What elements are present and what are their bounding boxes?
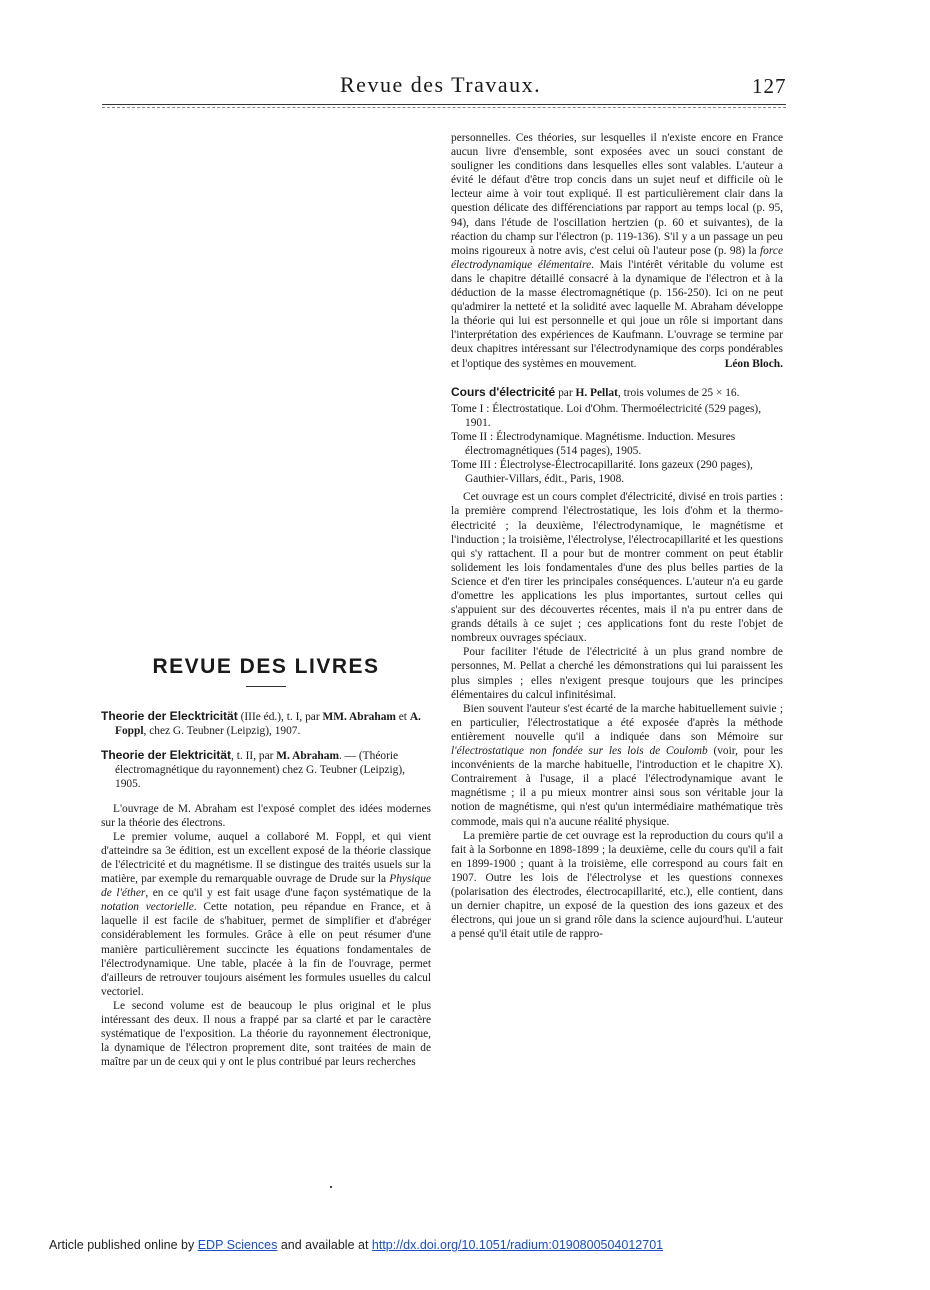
book-title: Theorie der Elecktricität — [101, 709, 238, 724]
tome-entry: Tome III : Électrolyse-Électrocapillarité. Ions gazeux (290 pages), Gauthier-Villars, édit., Paris, 1908. — [451, 459, 753, 486]
paragraph — [451, 702, 783, 829]
paragraph-text: . Mais l'intérêt véritable du volume est dans le chapitre détaillé consacré à la dynamique de l'électron et à la déduction de la masse électromagnétique (p. 156-250). Ici on ne peut qu'admirer la netteté et la solidité avec laquelle M. Abraham développe la théorie qui lui est personnelle et qui joue un rôle si important dans l'interprétation des expériences de Kaufmann. L'ouvrage se termine par deux chapitres intéressant sur l'électrodynamique des corps pondérables et l'optique des systèmes en mouvement. — [451, 258, 783, 370]
paragraph-text: (voir, pour les inconvénients de la marche habituelle, l'introduction et le chapitre X). Contrairement à l'usage, il a placé l'électrodynamique avant le magnétisme ; il a pu mieux montrer ainsi sous son véritable jour la notion de magnétisme, qui n'est qu'un intermédiaire mathématique très commode, mais qui n'a aucune réalité physique. — [451, 745, 783, 828]
paragraph-text: personnelles. Ces théories, sur lesquelles il n'existe encore en France aucun livre d'ensemble, sont exposées avec un souci constant de souligner les conditions dans lesquelles elles sont valables. L'auteur a évité le défaut d'être trop concis dans un sujet neuf et difficile où le lecteur aime à voir tout expliqué. Il est particulièrement clair dans la question délicate des différenciations par rapport au temps local (p. 95, 94), dans l'étude de l'oscillation hertzien (p. 60 et suivantes), de la réaction du champ sur l'électron (p. 119-136). S'il y a un passage un peu moins rigoureux à notre avis, c'est celui où l'auteur pose (p. 98) la — [451, 132, 783, 257]
footer-text: and available at — [277, 1238, 372, 1252]
left-column — [101, 655, 431, 1069]
italic-text: force électrodynamique élémentaire — [451, 244, 783, 271]
book-entry-pellat — [451, 385, 783, 400]
italic-text: l'électrostatique non fondée sur les lois de Coulomb — [451, 745, 708, 758]
tome-entry: Tome II : Électrodynamique. Magnétisme. Induction. Mesures électromagnétiques (514 pages), 1905. — [451, 430, 736, 458]
author-name: H. Pellat — [575, 386, 618, 399]
entry-text: , chez G. Teubner (Leipzig), 1907. — [143, 725, 301, 738]
book-title: Cours d'électricité — [451, 384, 556, 399]
paragraph-text: Bien souvent l'auteur s'est écarté de la marche habituellement suivie ; en particulier, l'électrostatique a été exposée d'après la méthode entièrement nouvelle qu'il a indiquée dans son Mémoire sur — [451, 702, 783, 743]
tome-entry: Tome I : Électrostatique. Loi d'Ohm. Thermoélectricité (529 pages), 1901. — [451, 402, 762, 429]
paragraph: Pour faciliter l'étude de l'électricité à un plus grand nombre de personnes, M. Pellat a cherché les démonstrations qui lui paraissent les plus simples ; elles n'exigent presque toujours que les principes élémentaires du calcul infinitésimal. — [451, 646, 783, 701]
entry-text: , trois volumes de 25 × 16. — [617, 386, 740, 399]
paragraph — [451, 131, 783, 371]
entry-text: et — [395, 711, 410, 724]
entry-text: par — [555, 386, 576, 399]
italic-text: Physique de l'éther — [101, 873, 431, 900]
doi-link[interactable]: http://dx.doi.org/10.1051/radium:0190800504012701 — [371, 1238, 664, 1252]
paragraph: La première partie de cet ouvrage est la reproduction du cours qu'il a fait à la Sorbonne en 1898-1899 ; la deuxième, celle du cours qu'il a fait en 1899-1900 ; quant à la troisième, elle correspond au cours fait en 1907. Outre les lois de l'électrolyse et les questions connexes (polarisation des électrodes, électrocapillarité, etc.), elle contient, dans un dernier chapitre, un exposé de la question des ions gazeux et des électrons, qui joue un si grand rôle dans la science aujourd'hui. L'auteur a pensé qu'il était utile de rappro- — [451, 829, 783, 941]
page-number: 127 — [752, 74, 787, 98]
right-column — [451, 131, 783, 941]
paragraph: L'ouvrage de M. Abraham est l'exposé complet des idées modernes sur la théorie des électrons. — [101, 802, 431, 829]
paragraph: Le second volume est de beaucoup le plus original et le plus intéressant des deux. Il nous a frappé par sa clarté et par le caractère systématique de l'exposition. La théorie du rayonnement électronique, la dynamique de l'électron proprement dite, sont traitées de main de maître par un de ceux qui y ont le plus contribué par leurs recherches — [101, 999, 431, 1069]
entry-text: , t. II, par — [231, 750, 277, 763]
running-head — [0, 72, 930, 112]
header-rule-dashed — [102, 107, 786, 108]
author-name: M. Abraham — [276, 750, 339, 763]
paragraph-text: Le premier volume, auquel a collaboré M. Foppl, et qui vient d'atteindre sa 3e édition, est un excellent exposé de la théorie classique de l'électricité et du magnétisme. Il se distingue des traités usuels sur la matière, par exemple du remarquable ouvrage de Drude sur la — [101, 830, 431, 886]
section-title: REVUE DES LIVRES — [152, 655, 380, 678]
publisher-link[interactable]: EDP Sciences — [197, 1238, 278, 1252]
review-signature: Léon Bloch. — [724, 357, 783, 370]
book-title: Theorie der Elektricität — [101, 748, 232, 763]
author-name: A. Foppl — [115, 711, 421, 738]
paragraph-text: . Cette notation, peu répandue en France, et à laquelle il est facile de s'habituer, permet de simplifier et d'abréger considérablement les formules. Grâce à elle on peut résumer d'une manière particulièrement succincte les équations fondamentales de l'électrodynamique. Une table, placée à la fin de l'ouvrage, permet d'ailleurs de retrouver toujours aisément les formules usuelles du calcul vectoriel. — [101, 901, 431, 998]
header-rule — [102, 104, 786, 105]
paragraph — [101, 830, 431, 999]
scan-speck — [330, 1186, 332, 1188]
footer-text: Article published online by — [49, 1238, 198, 1252]
footer-credit — [49, 1238, 663, 1252]
author-name: MM. Abraham — [322, 711, 396, 724]
running-title: Revue des Travaux. — [340, 72, 542, 97]
section-rule — [246, 686, 286, 687]
entry-text: (IIIe éd.), t. I, par — [237, 711, 323, 724]
italic-text: notation vectorielle — [101, 901, 194, 914]
paragraph-text: , en ce qu'il y est fait usage d'une façon systématique de la — [145, 887, 431, 900]
book-entry-abraham-vol1 — [101, 709, 431, 738]
book-entry-abraham-vol2 — [101, 748, 431, 791]
entry-text: . — (Théorie électromagnétique du rayonnement) chez G. Teubner (Leipzig), 1905. — [115, 750, 405, 791]
paragraph: Cet ouvrage est un cours complet d'électricité, divisé en trois parties : la première comprend l'électrostatique, les lois d'ohm et la thermo-électricité ; la deuxième, l'électrodynamique, le magnétisme et l'induction ; la troisième, l'électrolyse, l'électrocapillarité et les questions qui s'y rattachent. Il a pour but de montrer comment on peut établir solidement les lois fondamentales d'une des plus belles parties de la Science et d'en tirer les principales conséquences. L'auteur n'a eu garde d'omettre les applications les plus importantes, surtout celles qui s'appuient sur des découvertes récentes, mais il n'a pu entrer dans de grands détails à ce sujet ; ces applications font du reste l'objet de nombreux ouvrages spéciaux. — [451, 491, 783, 645]
